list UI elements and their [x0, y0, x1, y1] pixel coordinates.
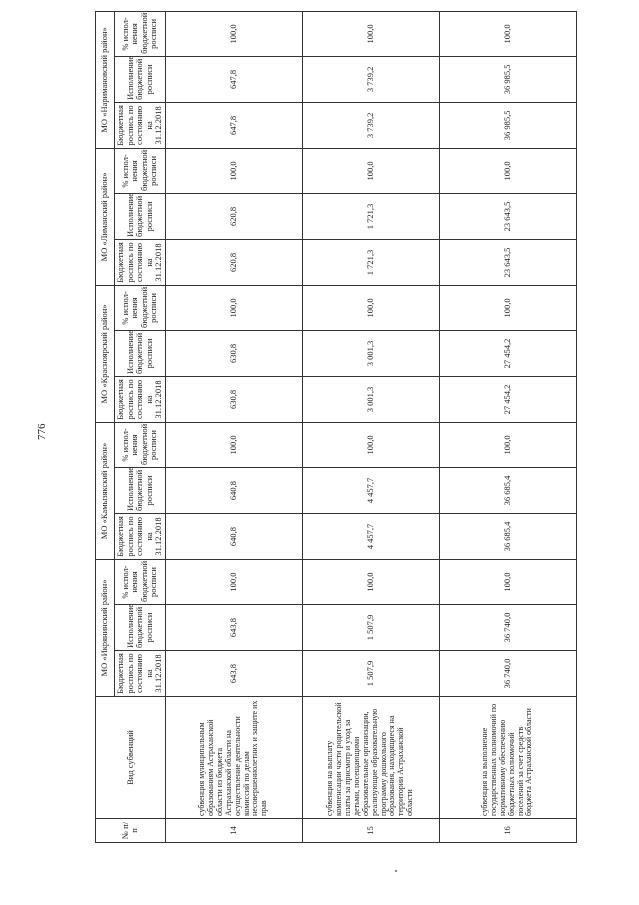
row-value: 4 457,7: [302, 514, 439, 560]
row-value: 100,0: [165, 148, 302, 193]
row-value: 100,0: [165, 560, 302, 605]
row-value: 643,8: [165, 651, 302, 697]
rotated-table-wrapper: [95, 12, 639, 843]
row-value: 100,0: [439, 285, 576, 330]
row-value: 36 740,0: [439, 651, 576, 697]
header-exec: Исполнение бюджетной росписи: [115, 193, 166, 239]
row-value: 1 721,3: [302, 193, 439, 239]
row-value: 36 985,5: [439, 56, 576, 102]
table-row: [302, 11, 439, 842]
row-value: 647,8: [165, 56, 302, 102]
header-district: МО «Камызякский район»: [96, 422, 115, 559]
row-kind: субвенция муниципальным образованиям Астраханской области из бюджета Астраханской области на осуществление деятельности комиссий по делам несовершеннолетних и защите их прав: [165, 697, 302, 819]
header-budget: Бюджетная роспись по состоянию на 31.12.2018: [115, 376, 166, 422]
row-value: 4 457,7: [302, 468, 439, 514]
row-value: 100,0: [165, 11, 302, 56]
row-value: 630,8: [165, 330, 302, 376]
header-budget: Бюджетная роспись по состоянию на 31.12.2018: [115, 651, 166, 697]
header-exec: Исполнение бюджетной росписи: [115, 605, 166, 651]
row-value: 3 739,2: [302, 102, 439, 148]
row-value: 36 685,4: [439, 514, 576, 560]
page-number: 776: [36, 423, 48, 440]
header-district: МО «Красноярский район»: [96, 285, 115, 422]
row-number: 14: [165, 819, 302, 843]
row-value: 640,8: [165, 468, 302, 514]
row-value: 36 685,4: [439, 468, 576, 514]
row-value: 100,0: [302, 560, 439, 605]
header-district: МО «Наримановский район»: [96, 11, 115, 148]
header-kind: Вид субвенций: [96, 697, 166, 819]
header-district: МО «Икрянинский район»: [96, 560, 115, 697]
row-value: 23 643,5: [439, 239, 576, 285]
header-exec: Исполнение бюджетной росписи: [115, 56, 166, 102]
row-value: 1 507,9: [302, 605, 439, 651]
table-row: [165, 11, 302, 842]
row-value: 100,0: [302, 11, 439, 56]
scan-speck: [395, 870, 397, 872]
row-value: 100,0: [439, 148, 576, 193]
row-value: 643,8: [165, 605, 302, 651]
row-value: 3 001,3: [302, 376, 439, 422]
row-kind: субвенция на выполнение государственных полномочий по нормативному обеспечению бюджетных полномочий поселений за счет средств бюджета Астраханской области: [439, 697, 576, 819]
row-value: 630,8: [165, 376, 302, 422]
row-value: 100,0: [165, 285, 302, 330]
row-value: 647,8: [165, 102, 302, 148]
row-value: 100,0: [302, 148, 439, 193]
subvention-table: [95, 11, 577, 843]
row-value: 1 721,3: [302, 239, 439, 285]
header-budget: Бюджетная роспись по состоянию на 31.12.2018: [115, 239, 166, 285]
row-value: 36 985,5: [439, 102, 576, 148]
row-value: 100,0: [302, 285, 439, 330]
header-pct: % испол-нения бюджетной росписи: [115, 285, 166, 330]
row-value: 100,0: [165, 422, 302, 467]
row-value: 23 643,5: [439, 193, 576, 239]
row-value: 27 454,2: [439, 376, 576, 422]
row-number: 16: [439, 819, 576, 843]
row-value: 100,0: [439, 422, 576, 467]
header-pct: % испол-нения бюджетной росписи: [115, 422, 166, 467]
row-value: 3 739,2: [302, 56, 439, 102]
row-number: 15: [302, 819, 439, 843]
row-value: 1 507,9: [302, 651, 439, 697]
row-value: 100,0: [439, 560, 576, 605]
row-kind: субвенция на выплату компенсации части родительской платы за присмотр и уход за детьми, посещающими образовательные организации, реализующие образовательную программу дошкольного образования, находящиеся на территории Астраханской области: [302, 697, 439, 819]
row-value: 36 740,0: [439, 605, 576, 651]
row-value: 620,8: [165, 193, 302, 239]
header-no: № п/п: [96, 819, 166, 843]
row-value: 100,0: [302, 422, 439, 467]
row-value: 3 001,3: [302, 330, 439, 376]
header-pct: % испол-нения бюджетной росписи: [115, 560, 166, 605]
header-pct: % испол-нения бюджетной росписи: [115, 148, 166, 193]
header-exec: Исполнение бюджетной росписи: [115, 330, 166, 376]
header-exec: Исполнение бюджетной росписи: [115, 468, 166, 514]
row-value: 27 454,2: [439, 330, 576, 376]
header-district: МО «Лиманский район»: [96, 148, 115, 285]
header-pct: % испол-нения бюджетной росписи: [115, 11, 166, 56]
header-budget: Бюджетная роспись по состоянию на 31.12.2018: [115, 102, 166, 148]
row-value: 640,8: [165, 514, 302, 560]
row-value: 100,0: [439, 11, 576, 56]
row-value: 620,8: [165, 239, 302, 285]
table-row: [439, 11, 576, 842]
header-budget: Бюджетная роспись по состоянию на 31.12.2018: [115, 514, 166, 560]
